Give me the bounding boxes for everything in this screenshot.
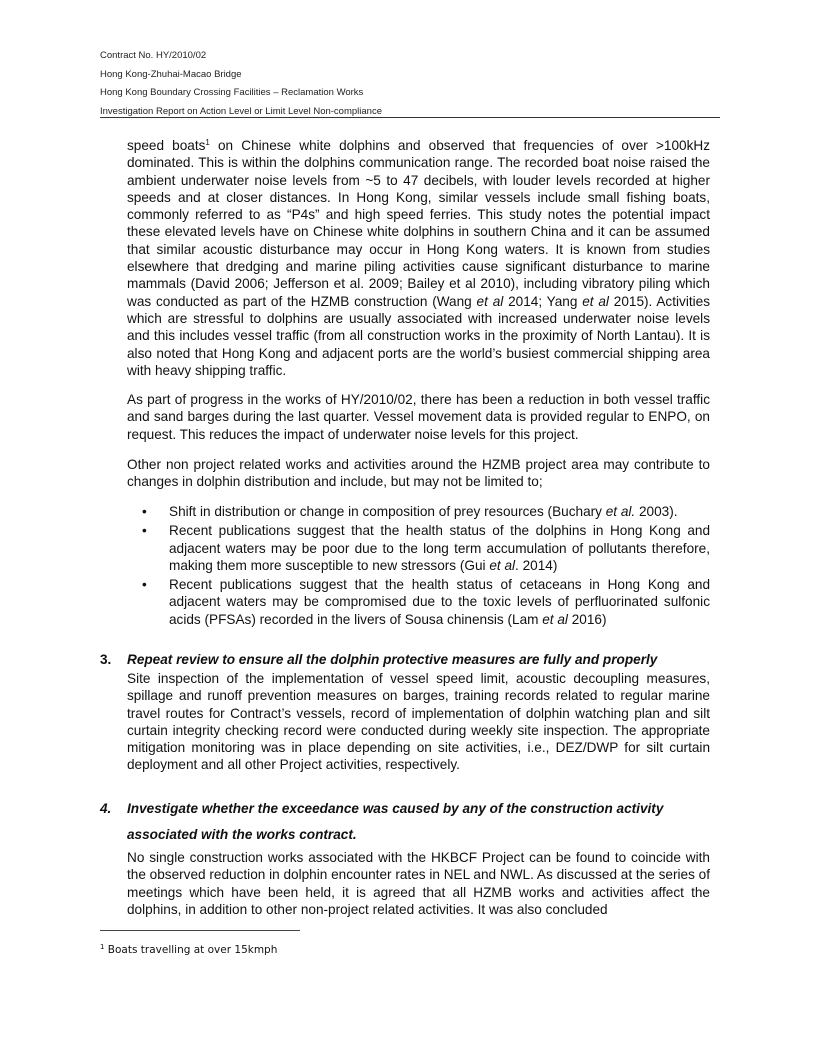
list-item [127,576,710,628]
p1-text-c: 2014; Yang [503,293,583,309]
bullet-italic: et al [542,611,568,627]
bullet-italic: et al [489,557,516,573]
bullet-text-a: Shift in distribution or change in composition of prey resources (Buchary [169,504,606,519]
bullet-text-b: . 2014) [515,557,558,573]
paragraph-other-works: Other non project related works and activities around the HZMB project area may contribute to changes in dolphin distribution and include, but may not be limited to; [127,457,710,490]
bullet-icon: • [142,523,147,539]
bullet-italic: et al. [605,504,636,519]
p1-italic-2: et al [582,293,609,309]
bullet-text-b: 2016) [567,611,607,627]
section-3-body: Site inspection of the implementation of vessel speed limit, acoustic decoupling measures, spillage and runoff prevention measures on barges, training records related to regular marine travel routes for Contract’s vessels, record of implementation of dolphin watching plan and silt curtain integrity checking record were conducted during weekly site inspection. The appropriate mitigation monitoring was in place depending on site activities, i.e., DEZ/DWP for silt curtain deployment and all other Project activities, respectively. [127,671,710,773]
footnote [100,944,277,956]
list-item [127,522,710,574]
p1-text-b: on Chinese white dolphins and observed that frequencies of over >100kHz dominated. This is within the dolphins communication range. The recorded boat noise raised the ambient underwater noise levels from ~5 to 47 decibels, with louder levels recorded at higher speeds and at closer distances. In Hong Kong, similar vessels include small fishing boats, commonly referred to as “P4s” and high speed ferries. This study notes the potential impact these elevated levels have on Chinese white dolphins in southern China and it can be assumed that similar acoustic disturbance may occur in Hong Kong waters. It is known from studies elsewhere that dredging and marine piling activities cause significant disturbance to marine mammals (David 2006; Jefferson et al. 2009; Bailey et al 2010), including vibratory piling which was conducted as part of the HZMB construction (Wang [127,138,710,309]
section-4-number: 4. [100,801,112,816]
bullet-text-a: Recent publications suggest that the health status of cetaceans in Hong Kong and adjacent waters may be compromised due to the toxic levels of perfluorinated sulfonic acids (PFSAs) recorded in the livers of Sousa chinensis (Lam [169,577,710,627]
bullet-icon: • [142,504,147,519]
footnote-mark: 1 [100,943,105,951]
p1-text-a: speed boats [127,138,206,153]
section-3-title: Repeat review to ensure all the dolphin protective measures are fully and properly [127,652,658,667]
bullet-text-a: Recent publications suggest that the health status of the dolphins in Hong Kong and adjacent waters may be poor due to the long term accumulation of pollutants therefore, making them more susceptible to new stressors (Gui [169,523,710,573]
bullet-text-b: 2003). [635,504,678,519]
bullet-list [127,503,710,630]
p1-text-d: 2015). Activities which are stressful to dolphins are usually associated with increased underwater noise levels and this includes vessel traffic (from all construction works in the proximity of North Lantau). It is also noted that Hong Kong and adjacent ports are the world’s busiest commercial shipping area with heavy shipping traffic. [127,293,710,378]
section-4-body: No single construction works associated with the HKBCF Project can be found to coincide with the observed reduction in dolphin encounter rates in NEL and NWL. As discussed at the series of meetings which have been held, it is agreed that all HZMB works and activities affect the dolphins, in addition to other non-project related activities. It was also concluded [127,850,710,917]
section-4-title-line-1: Investigate whether the exceedance was caused by any of the construction activity [127,801,664,816]
section-4-title-line-2: associated with the works contract. [127,827,357,842]
section-3-number: 3. [100,652,112,667]
header-contract-no: Contract No. HY/2010/02 [100,50,207,61]
paragraph-vessel-reduction: As part of progress in the works of HY/2010/02, there has been a reduction in both vessel traffic and sand barges during the last quarter. Vessel movement data is provided regular to ENPO, on request. This reduces the impact of underwater noise levels for this project. [127,392,710,442]
bullet-icon: • [142,577,147,593]
footnote-reference: 1 [205,138,210,147]
p1-italic-1: et al [476,293,504,309]
footnote-text: Boats travelling at over 15kmph [104,944,278,956]
footnote-divider [100,930,300,931]
document-header [100,47,720,121]
header-divider [100,117,720,118]
header-facility: Hong Kong Boundary Crossing Facilities – Reclamation Works [100,87,364,98]
paragraph-underwater-noise [127,137,710,379]
list-item [127,503,710,520]
header-project-name: Hong Kong-Zhuhai-Macao Bridge [100,68,242,80]
header-report-title: Investigation Report on Action Level or Limit Level Non-compliance [100,105,382,117]
